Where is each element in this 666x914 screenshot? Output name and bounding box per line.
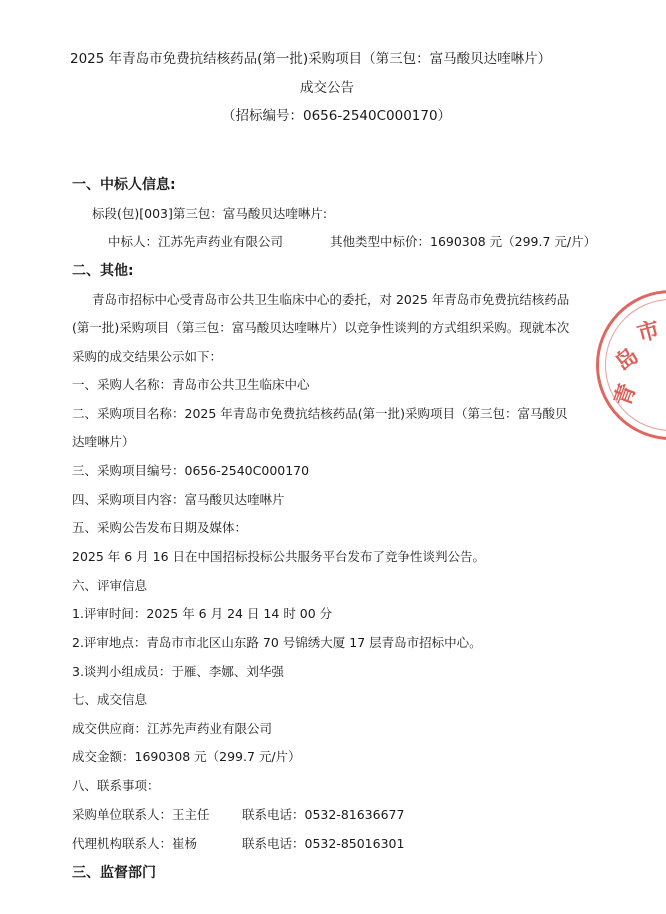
- project-name-line-1: 二、采购项目名称：2025 年青岛市免费抗结核药品(第一批)采购项目（第三包：富马酸贝: [72, 406, 568, 421]
- review-place: 2.评审地点：青岛市市北区山东路 70 号锦绣大厦 17 层青岛市招标中心。: [72, 635, 482, 650]
- review-heading: 六、评审信息: [72, 578, 148, 593]
- intro-paragraph-line-1: 青岛市招标中心受青岛市公共卫生临床中心的委托，对 2025 年青岛市免费抗结核药品: [92, 292, 570, 307]
- publish-heading: 五、采购公告发布日期及媒体：: [72, 520, 248, 535]
- agent-phone: 联系电话：0532-85016301: [242, 836, 405, 851]
- project-number: 三、采购项目编号：0656-2540C000170: [72, 463, 310, 478]
- official-seal: [596, 290, 666, 440]
- tender-number: （招标编号：0656-2540C000170）: [222, 108, 452, 124]
- lot-label: 标段(包)[003]第三包：富马酸贝达喹啉片:: [92, 206, 328, 221]
- seal-char-1: 青: [609, 380, 642, 410]
- winner-name: 中标人：江苏先声药业有限公司: [108, 234, 284, 249]
- title-line-2: 成交公告: [300, 80, 354, 96]
- section-heading-supervision: 三、监督部门: [72, 865, 156, 881]
- review-time: 1.评审时间：2025 年 6 月 24 日 14 时 00 分: [72, 606, 333, 621]
- seal-char-2: 岛: [610, 342, 644, 377]
- buyer-phone: 联系电话：0532-81636677: [242, 807, 405, 822]
- winner-price: 其他类型中标价：1690308 元（299.7 元/片）: [330, 234, 597, 249]
- deal-supplier: 成交供应商：江苏先声药业有限公司: [72, 721, 273, 736]
- intro-paragraph-line-3: 采购的成交结果公示如下：: [72, 349, 223, 364]
- deal-amount: 成交金额：1690308 元（299.7 元/片）: [72, 749, 301, 764]
- buyer-name: 一、采购人名称：青岛市公共卫生临床中心: [72, 377, 310, 392]
- section-heading-other: 二、其他:: [72, 263, 134, 279]
- contact-heading: 八、联系事项：: [72, 778, 160, 793]
- project-name-line-2: 达喹啉片）: [72, 434, 135, 449]
- agent-contact: 代理机构联系人：崔杨: [72, 836, 198, 851]
- seal-char-3: 市: [634, 316, 663, 348]
- intro-paragraph-line-2: (第一批)采购项目（第三包：富马酸贝达喹啉片）以竞争性谈判的方式组织采购。现就本次: [72, 320, 570, 335]
- title-line-1: 2025 年青岛市免费抗结核药品(第一批)采购项目（第三包：富马酸贝达喹啉片）: [70, 51, 552, 67]
- deal-heading: 七、成交信息: [72, 692, 148, 707]
- buyer-contact: 采购单位联系人：王主任: [72, 807, 210, 822]
- section-heading-winner-info: 一、中标人信息:: [72, 177, 176, 193]
- review-members: 3.谈判小组成员：于雁、李娜、刘华强: [72, 664, 284, 679]
- project-content: 四、采购项目内容：富马酸贝达喹啉片: [72, 492, 285, 507]
- publish-text: 2025 年 6 月 16 日在中国招标投标公共服务平台发布了竞争性谈判公告。: [72, 549, 486, 564]
